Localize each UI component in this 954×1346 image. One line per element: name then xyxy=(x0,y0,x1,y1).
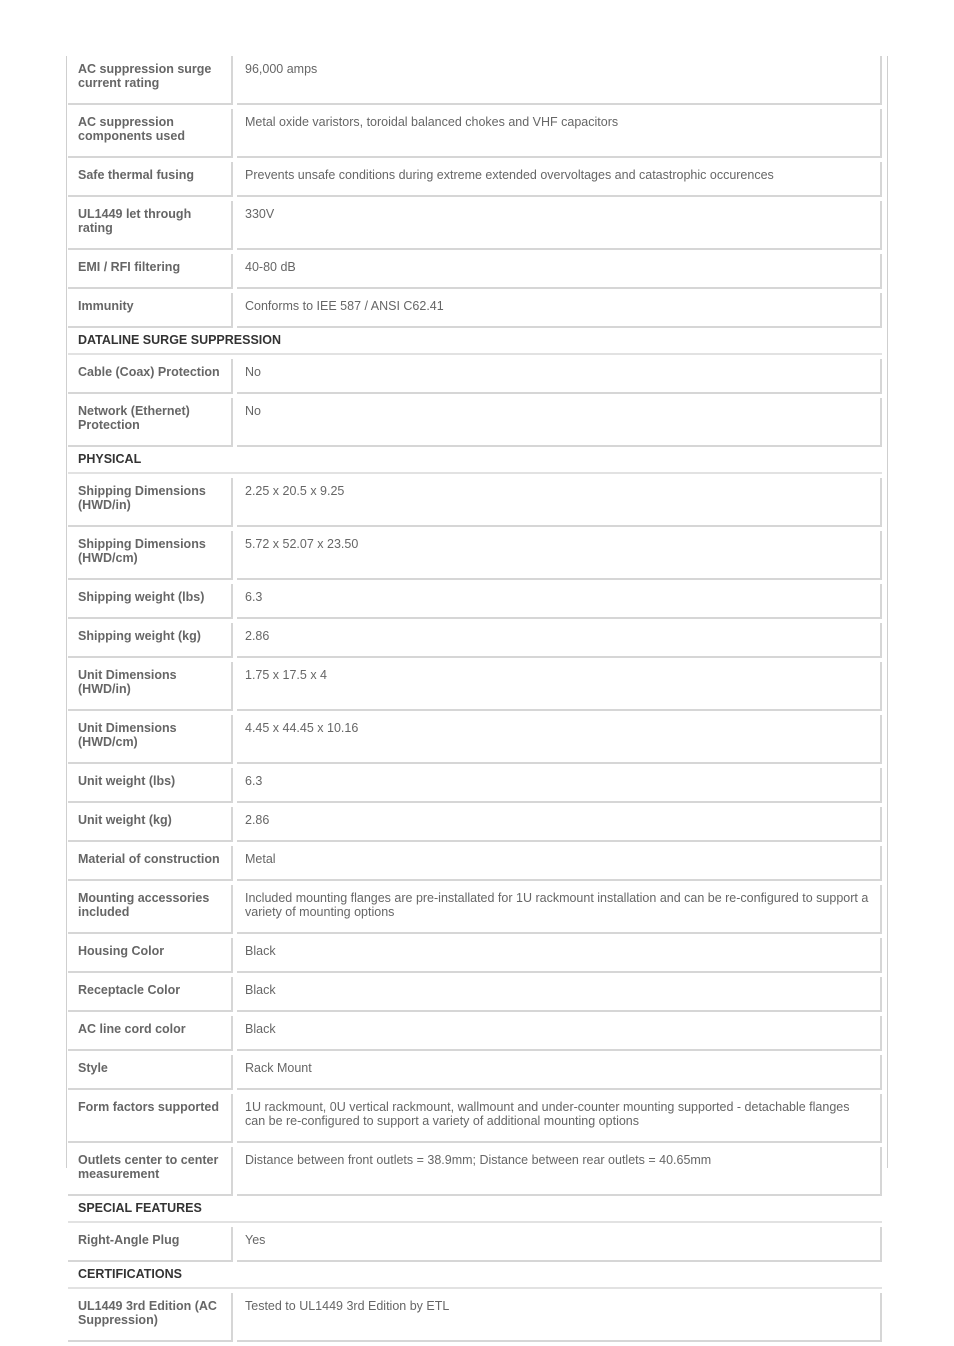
spec-value: 4.45 x 44.45 x 10.16 xyxy=(237,715,882,764)
spec-value: No xyxy=(237,398,882,447)
spec-row xyxy=(68,201,882,250)
spec-label: Style xyxy=(68,1055,233,1090)
spec-label: AC suppression components used xyxy=(68,109,233,158)
spec-value: Yes xyxy=(237,1227,882,1262)
spec-row xyxy=(68,531,882,580)
spec-value: Black xyxy=(237,977,882,1012)
spec-label: Cable (Coax) Protection xyxy=(68,359,233,394)
spec-row xyxy=(68,846,882,881)
spec-row xyxy=(68,293,882,328)
spec-value: 2.25 x 20.5 x 9.25 xyxy=(237,478,882,527)
section-header-row xyxy=(68,332,882,355)
spec-value: 6.3 xyxy=(237,584,882,619)
spec-label: Shipping weight (kg) xyxy=(68,623,233,658)
spec-value: 5.72 x 52.07 x 23.50 xyxy=(237,531,882,580)
spec-value: Metal xyxy=(237,846,882,881)
spec-label: Receptacle Color xyxy=(68,977,233,1012)
spec-label: Shipping Dimensions (HWD/in) xyxy=(68,478,233,527)
section-header: PHYSICAL xyxy=(68,451,882,474)
spec-row xyxy=(68,584,882,619)
spec-value: 330V xyxy=(237,201,882,250)
spec-row xyxy=(68,977,882,1012)
spec-value: No xyxy=(237,359,882,394)
spec-label: Material of construction xyxy=(68,846,233,881)
spec-row xyxy=(68,1016,882,1051)
spec-label: EMI / RFI filtering xyxy=(68,254,233,289)
section-header: CERTIFICATIONS xyxy=(68,1266,882,1289)
spec-value: Rack Mount xyxy=(237,1055,882,1090)
spec-row xyxy=(68,768,882,803)
spec-label: Shipping Dimensions (HWD/cm) xyxy=(68,531,233,580)
spec-row xyxy=(68,807,882,842)
spec-row xyxy=(68,254,882,289)
spec-label: UL1449 let through rating xyxy=(68,201,233,250)
spec-label: Safe thermal fusing xyxy=(68,162,233,197)
spec-value: 2.86 xyxy=(237,623,882,658)
spec-label: Shipping weight (lbs) xyxy=(68,584,233,619)
spec-row xyxy=(68,715,882,764)
spec-label: Unit Dimensions (HWD/in) xyxy=(68,662,233,711)
spec-row xyxy=(68,1147,882,1196)
spec-label: Outlets center to center measurement xyxy=(68,1147,233,1196)
spec-value: 40-80 dB xyxy=(237,254,882,289)
spec-value: 6.3 xyxy=(237,768,882,803)
spec-row xyxy=(68,662,882,711)
spec-row xyxy=(68,478,882,527)
spec-label: Unit weight (kg) xyxy=(68,807,233,842)
spec-value: Metal oxide varistors, toroidal balanced chokes and VHF capacitors xyxy=(237,109,882,158)
spec-value: Tested to UL1449 3rd Edition by ETL xyxy=(237,1293,882,1342)
spec-label: UL1449 3rd Edition (AC Suppression) xyxy=(68,1293,233,1342)
spec-value: Included mounting flanges are pre-installated for 1U rackmount installation and can be re-configured to support a variety of mounting options xyxy=(237,885,882,934)
section-header-row xyxy=(68,1200,882,1223)
spec-value: Black xyxy=(237,938,882,973)
spec-value: 1U rackmount, 0U vertical rackmount, wallmount and under-counter mounting supported - detachable flanges can be re-configured to support a variety of additional mounting options xyxy=(237,1094,882,1143)
spec-row xyxy=(68,162,882,197)
spec-value: Prevents unsafe conditions during extreme extended overvoltages and catastrophic occurences xyxy=(237,162,882,197)
spec-label: Right-Angle Plug xyxy=(68,1227,233,1262)
spec-label: Immunity xyxy=(68,293,233,328)
spec-value: Black xyxy=(237,1016,882,1051)
spec-row xyxy=(68,1293,882,1342)
spec-label: Unit weight (lbs) xyxy=(68,768,233,803)
spec-row xyxy=(68,1227,882,1262)
spec-label: Mounting accessories included xyxy=(68,885,233,934)
spec-label: Network (Ethernet) Protection xyxy=(68,398,233,447)
section-header: DATALINE SURGE SUPPRESSION xyxy=(68,332,882,355)
spec-table-body xyxy=(68,56,882,1342)
spec-value: Conforms to IEE 587 / ANSI C62.41 xyxy=(237,293,882,328)
spec-row xyxy=(68,398,882,447)
spec-label: Unit Dimensions (HWD/cm) xyxy=(68,715,233,764)
spec-label: Housing Color xyxy=(68,938,233,973)
section-header: SPECIAL FEATURES xyxy=(68,1200,882,1223)
spec-row xyxy=(68,109,882,158)
spec-value: 1.75 x 17.5 x 4 xyxy=(237,662,882,711)
spec-label: Form factors supported xyxy=(68,1094,233,1143)
section-header-row xyxy=(68,451,882,474)
section-header-row xyxy=(68,1266,882,1289)
spec-row xyxy=(68,938,882,973)
spec-row xyxy=(68,1055,882,1090)
spec-value: 96,000 amps xyxy=(237,56,882,105)
spec-value: Distance between front outlets = 38.9mm; Distance between rear outlets = 40.65mm xyxy=(237,1147,882,1196)
spec-label: AC line cord color xyxy=(68,1016,233,1051)
spec-label: AC suppression surge current rating xyxy=(68,56,233,105)
spec-row xyxy=(68,359,882,394)
spec-table xyxy=(68,52,882,1346)
spec-value: 2.86 xyxy=(237,807,882,842)
spec-row xyxy=(68,56,882,105)
spec-row xyxy=(68,885,882,934)
spec-row xyxy=(68,623,882,658)
spec-row xyxy=(68,1094,882,1143)
